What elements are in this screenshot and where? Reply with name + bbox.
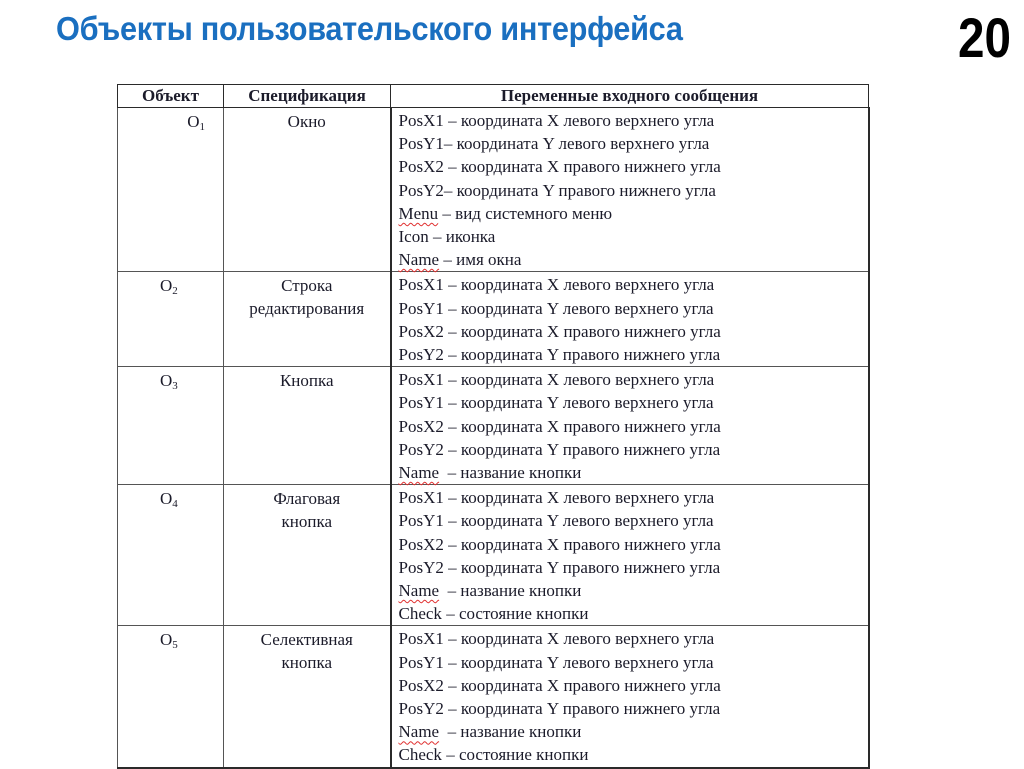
specification-text: Селективная bbox=[260, 630, 353, 650]
variable-line bbox=[399, 438, 868, 461]
object-id-subscript: 5 bbox=[172, 639, 178, 652]
object-id-cell bbox=[118, 367, 224, 485]
variable-line bbox=[399, 461, 868, 484]
variables-cell bbox=[391, 626, 869, 768]
specification-cell bbox=[224, 485, 391, 626]
variable-description: – название кнопки bbox=[439, 463, 582, 483]
variable-line bbox=[399, 155, 868, 178]
variable-line bbox=[399, 297, 868, 320]
variable-description: – координата Y левого верхнего угла bbox=[443, 652, 714, 672]
variable-key: PosX2 bbox=[398, 416, 444, 436]
table-row bbox=[118, 108, 869, 272]
variable-key: PosX1 bbox=[398, 111, 444, 130]
specification-text: Флаговая bbox=[273, 489, 341, 509]
variable-description: – координата Y правого нижнего угла bbox=[443, 345, 721, 365]
variable-description: – координата Y правого нижнего угла bbox=[443, 439, 721, 459]
ui-objects-table-container bbox=[117, 84, 868, 769]
specification-cell bbox=[224, 626, 391, 768]
specification-text: Кнопка bbox=[279, 371, 334, 391]
variable-line bbox=[399, 391, 868, 414]
variable-key: PosY2 bbox=[398, 439, 444, 459]
specification-text: Строка bbox=[281, 276, 333, 296]
object-id: O bbox=[160, 489, 173, 509]
variable-description: – координата X правого нижнего угла bbox=[443, 675, 721, 695]
variable-description: – координата Y левого верхнего угла bbox=[443, 134, 710, 154]
variable-line bbox=[399, 509, 868, 532]
variable-line bbox=[399, 533, 868, 556]
variable-line bbox=[399, 343, 868, 366]
variable-description: – координата Y правого нижнего угла bbox=[443, 699, 721, 719]
variable-line bbox=[399, 602, 868, 625]
variable-description: – координата Y левого верхнего угла bbox=[443, 298, 714, 318]
specification-text: кнопка bbox=[281, 512, 332, 532]
variable-description: – координата X правого нижнего угла bbox=[443, 321, 721, 341]
variable-line bbox=[399, 743, 868, 766]
header-input-variables: Переменные входного сообщения bbox=[391, 85, 869, 108]
variable-line bbox=[399, 179, 868, 202]
variable-line bbox=[399, 248, 868, 271]
variable-line bbox=[399, 225, 868, 248]
variable-line bbox=[399, 202, 868, 225]
variable-key: PosY2 bbox=[398, 180, 444, 200]
variable-description: – координата Y правого нижнего угла bbox=[443, 557, 721, 577]
variable-line bbox=[399, 109, 868, 132]
variable-key: PosX2 bbox=[398, 321, 444, 341]
table-row bbox=[118, 272, 869, 367]
variable-key: Icon bbox=[398, 227, 429, 247]
variable-key: PosX1 bbox=[398, 488, 444, 508]
variable-description: – координата X левого верхнего угла bbox=[443, 370, 715, 390]
variable-key: PosX1 bbox=[398, 275, 444, 295]
object-id: O bbox=[160, 630, 173, 650]
variable-key: PosY2 bbox=[398, 699, 444, 719]
object-id-subscript: 2 bbox=[172, 285, 178, 298]
variable-line bbox=[399, 273, 868, 296]
slide-title: Объекты пользовательского интерфейса bbox=[56, 10, 683, 47]
object-id: O bbox=[160, 276, 173, 296]
variable-description: – координата X левого верхнего угла bbox=[443, 629, 715, 649]
header-object: Объект bbox=[118, 85, 224, 108]
variable-key: Name bbox=[398, 250, 440, 270]
variable-key: PosX2 bbox=[398, 675, 444, 695]
table-row bbox=[118, 367, 869, 485]
object-id-subscript: 3 bbox=[172, 380, 178, 393]
variable-description: – координата Y правого нижнего угла bbox=[443, 180, 716, 200]
variable-line bbox=[399, 320, 868, 343]
variable-description: – координата X левого верхнего угла bbox=[443, 488, 715, 508]
table-header-row bbox=[118, 85, 869, 108]
variable-key: PosX2 bbox=[398, 157, 444, 177]
variable-line bbox=[399, 132, 868, 155]
variable-key: PosY1 bbox=[398, 298, 444, 318]
variables-cell bbox=[391, 485, 869, 626]
table-body bbox=[118, 108, 869, 768]
specification-text: редактирования bbox=[249, 299, 365, 319]
object-id: O bbox=[187, 112, 200, 131]
variable-line bbox=[399, 415, 868, 438]
variable-description: – название кнопки bbox=[439, 722, 582, 742]
variables-cell bbox=[391, 108, 869, 272]
object-id-cell bbox=[118, 272, 224, 367]
variable-line bbox=[399, 627, 868, 650]
header-specification: Спецификация bbox=[224, 85, 391, 108]
variable-line bbox=[399, 556, 868, 579]
variable-description: – состояние кнопки bbox=[441, 745, 589, 765]
variable-key: PosX1 bbox=[398, 629, 444, 649]
object-id-subscript: 1 bbox=[199, 121, 205, 133]
variable-description: – координата Y левого верхнего угла bbox=[443, 511, 714, 531]
variable-line bbox=[399, 651, 868, 674]
specification-text: кнопка bbox=[281, 653, 332, 673]
variable-line bbox=[399, 579, 868, 602]
variable-key: Name bbox=[398, 463, 440, 483]
object-id-cell bbox=[118, 626, 224, 768]
variable-key: PosY2 bbox=[398, 345, 444, 365]
variable-key: Menu bbox=[398, 203, 439, 223]
variable-description: – иконка bbox=[428, 227, 496, 247]
variable-line bbox=[399, 697, 868, 720]
variable-line bbox=[399, 368, 868, 391]
variable-description: – координата X правого нижнего угла bbox=[443, 157, 721, 177]
variables-cell bbox=[391, 272, 869, 367]
variable-description: – состояние кнопки bbox=[441, 604, 589, 624]
variable-description: – имя окна bbox=[439, 250, 522, 270]
variable-description: – координата X левого верхнего угла bbox=[443, 111, 715, 130]
object-id: O bbox=[160, 371, 173, 391]
variables-cell bbox=[391, 367, 869, 485]
variable-key: Check bbox=[398, 604, 442, 624]
variable-line bbox=[399, 486, 868, 509]
variable-key: PosX1 bbox=[398, 370, 444, 390]
variable-key: PosX2 bbox=[398, 534, 444, 554]
specification-text: Окно bbox=[287, 112, 326, 131]
variable-description: – название кнопки bbox=[439, 581, 582, 601]
variable-description: – координата X правого нижнего угла bbox=[443, 416, 721, 436]
specification-cell bbox=[224, 367, 391, 485]
variable-key: Check bbox=[398, 745, 442, 765]
object-id-cell bbox=[118, 108, 224, 272]
specification-cell bbox=[224, 272, 391, 367]
variable-description: – координата Y левого верхнего угла bbox=[443, 393, 714, 413]
object-id-subscript: 4 bbox=[172, 498, 178, 511]
table-row bbox=[118, 626, 869, 768]
variable-key: PosY1 bbox=[398, 393, 444, 413]
object-id-cell bbox=[118, 485, 224, 626]
variable-line bbox=[399, 720, 868, 743]
specification-cell bbox=[224, 108, 391, 272]
variable-key: Name bbox=[398, 581, 440, 601]
variable-key: PosY1 bbox=[398, 652, 444, 672]
slide-number: 20 bbox=[958, 6, 1011, 69]
variable-key: PosY1 bbox=[398, 511, 444, 531]
variable-key: PosY2 bbox=[398, 557, 444, 577]
table-row bbox=[118, 485, 869, 626]
ui-objects-table bbox=[117, 84, 870, 769]
variable-description: – координата X правого нижнего угла bbox=[443, 534, 721, 554]
variable-line bbox=[399, 674, 868, 697]
variable-description: – координата X левого верхнего угла bbox=[443, 275, 715, 295]
variable-key: Name bbox=[398, 722, 440, 742]
variable-key: PosY1 bbox=[398, 134, 444, 154]
variable-description: – вид системного меню bbox=[438, 203, 613, 223]
